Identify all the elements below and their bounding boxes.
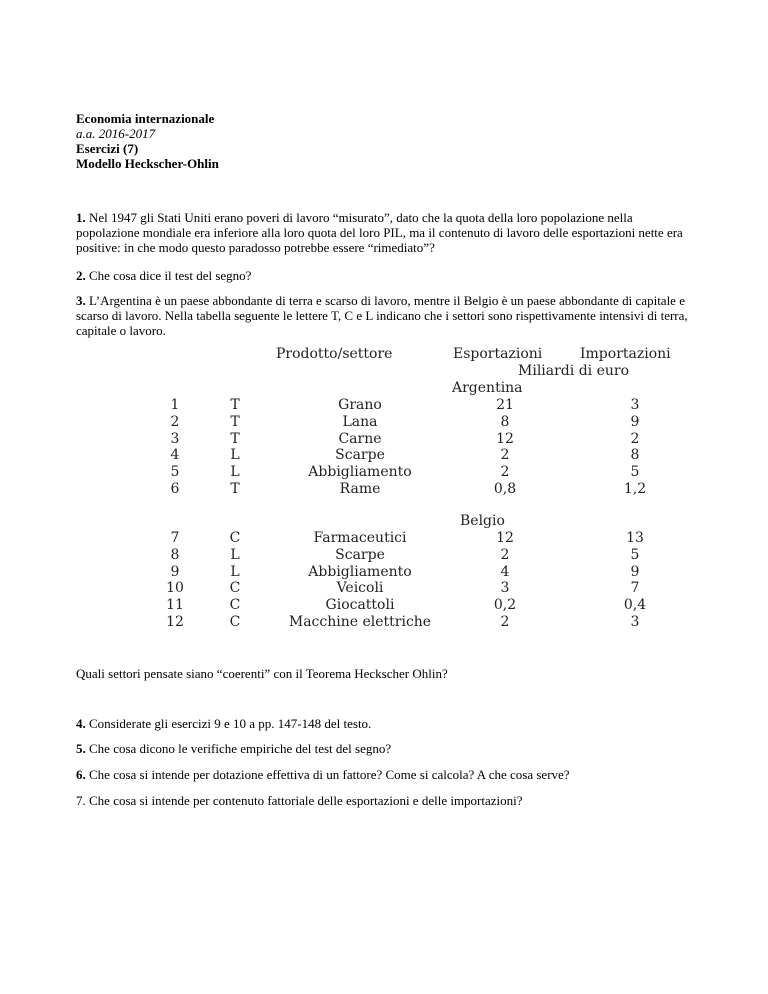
factor-type: T [230, 413, 240, 430]
factor-type: T [230, 430, 240, 447]
course-title: Economia internazionale [76, 111, 215, 126]
factor-type: C [229, 613, 241, 630]
column-header-product: Prodotto/settore [276, 346, 393, 362]
import-value: 8 [630, 447, 640, 464]
factor-type: T [230, 480, 240, 497]
question-6 [76, 767, 691, 782]
export-value: 2 [500, 613, 510, 630]
factor-type: L [230, 447, 240, 464]
question-number: 1. [76, 210, 86, 225]
import-value: 0,4 [623, 597, 647, 614]
product-name: Abbigliamento [308, 563, 412, 580]
product-name: Carne [338, 430, 382, 447]
product-name: Scarpe [335, 546, 385, 563]
export-value: 3 [500, 580, 510, 597]
question-number: 2. [76, 268, 86, 283]
import-value: 3 [630, 397, 640, 413]
country-label-belgio: Belgio [460, 513, 505, 529]
question-3-followup: Quali settori pensate siano “coerenti” con il Teorema Heckscher Ohlin? [76, 666, 448, 681]
import-value: 2 [630, 430, 640, 447]
factor-type: C [229, 530, 241, 546]
product-name: Scarpe [335, 447, 385, 464]
row-products-belgio [270, 530, 450, 631]
factor-type: L [230, 546, 240, 563]
product-name: Rame [339, 480, 381, 497]
exercise-sheet-title: Esercizi (7) [76, 141, 139, 156]
row-number: 11 [166, 597, 184, 614]
question-7: 7. Che cosa si intende per contenuto fattoriale delle esportazioni e delle importazioni? [76, 793, 523, 808]
import-value: 5 [630, 546, 640, 563]
question-text: Che cosa si intende per dotazione effettiva di un fattore? Come si calcola? A che cosa serve? [89, 767, 570, 782]
row-number: 7 [170, 530, 180, 546]
export-value: 2 [500, 464, 510, 481]
question-text: Considerate gli esercizi 9 e 10 a pp. 147-148 del testo. [89, 716, 372, 731]
export-value: 2 [500, 447, 510, 464]
export-value: 12 [496, 530, 514, 546]
product-name: Giocattoli [325, 597, 395, 614]
question-number: 5. [76, 741, 86, 756]
export-value: 0,2 [493, 597, 517, 614]
row-products-argentina [270, 397, 450, 498]
factor-type: L [230, 563, 240, 580]
question-1 [76, 210, 691, 255]
import-value: 1,2 [623, 480, 647, 497]
question-5 [76, 741, 691, 756]
country-label-argentina: Argentina [452, 380, 523, 396]
question-2 [76, 268, 691, 283]
row-imports-argentina [575, 397, 695, 498]
column-header-imports: Importazioni [580, 346, 671, 362]
document-header [76, 111, 219, 171]
row-number: 3 [170, 430, 180, 447]
export-value: 0,8 [493, 480, 517, 497]
import-value: 7 [630, 580, 640, 597]
row-exports-argentina [460, 397, 550, 498]
row-number: 4 [170, 447, 180, 464]
product-name: Grano [338, 397, 382, 413]
question-number: 3. [76, 293, 86, 308]
question-text: Nel 1947 gli Stati Uniti erano poveri di lavoro “misurato”, dato che la quota della loro popolazione nella popolazione mondiale era inferiore alla loro quota del loro PIL, ma il contenuto di lavoro delle esportazioni nette era positive: in che modo questo paradosso potrebbe essere “rimediato”? [76, 210, 683, 255]
row-number: 1 [170, 397, 180, 413]
topic-title: Modello Heckscher-Ohlin [76, 156, 219, 171]
question-number: 6. [76, 767, 86, 782]
row-number: 6 [170, 480, 180, 497]
factor-type: T [230, 397, 240, 413]
export-value: 8 [500, 413, 510, 430]
question-3 [76, 293, 691, 338]
product-name: Lana [342, 413, 378, 430]
row-numbers-argentina [155, 397, 195, 498]
product-name: Abbigliamento [308, 464, 412, 481]
export-value: 4 [500, 563, 510, 580]
product-name: Farmaceutici [313, 530, 407, 546]
row-number: 2 [170, 413, 180, 430]
academic-year: a.a. 2016-2017 [76, 126, 156, 141]
question-text: L’Argentina è un paese abbondante di terra e scarso di lavoro, mentre il Belgio è un paese abbondante di capitale e scarso di lavoro. Nella tabella seguente le lettere T, C e L indicano che i settori sono rispettivamente intensivi di terra, capitale o lavoro. [76, 293, 688, 338]
row-number: 9 [170, 563, 180, 580]
unit-label: Miliardi di euro [518, 363, 630, 379]
factor-type: C [229, 580, 241, 597]
row-types-argentina [220, 397, 250, 498]
question-4 [76, 716, 691, 731]
row-number: 5 [170, 464, 180, 481]
row-number: 8 [170, 546, 180, 563]
export-value: 12 [496, 430, 514, 447]
factor-type: L [230, 464, 240, 481]
row-number: 12 [166, 613, 184, 630]
product-name: Veicoli [336, 580, 384, 597]
import-value: 3 [630, 613, 640, 630]
question-text: Che cosa dicono le verifiche empiriche del test del segno? [89, 741, 392, 756]
column-header-exports: Esportazioni [453, 346, 543, 362]
trade-data-table [150, 346, 690, 636]
export-value: 21 [496, 397, 514, 413]
factor-type: C [229, 597, 241, 614]
import-value: 9 [630, 413, 640, 430]
import-value: 13 [626, 530, 644, 546]
import-value: 9 [630, 563, 640, 580]
export-value: 2 [500, 546, 510, 563]
row-exports-belgio [460, 530, 550, 631]
row-numbers-belgio [155, 530, 195, 631]
row-types-belgio [220, 530, 250, 631]
product-name: Macchine elettriche [288, 613, 432, 630]
question-number: 4. [76, 716, 86, 731]
row-imports-belgio [575, 530, 695, 631]
row-number: 10 [166, 580, 184, 597]
import-value: 5 [630, 464, 640, 481]
question-text: Che cosa dice il test del segno? [89, 268, 252, 283]
